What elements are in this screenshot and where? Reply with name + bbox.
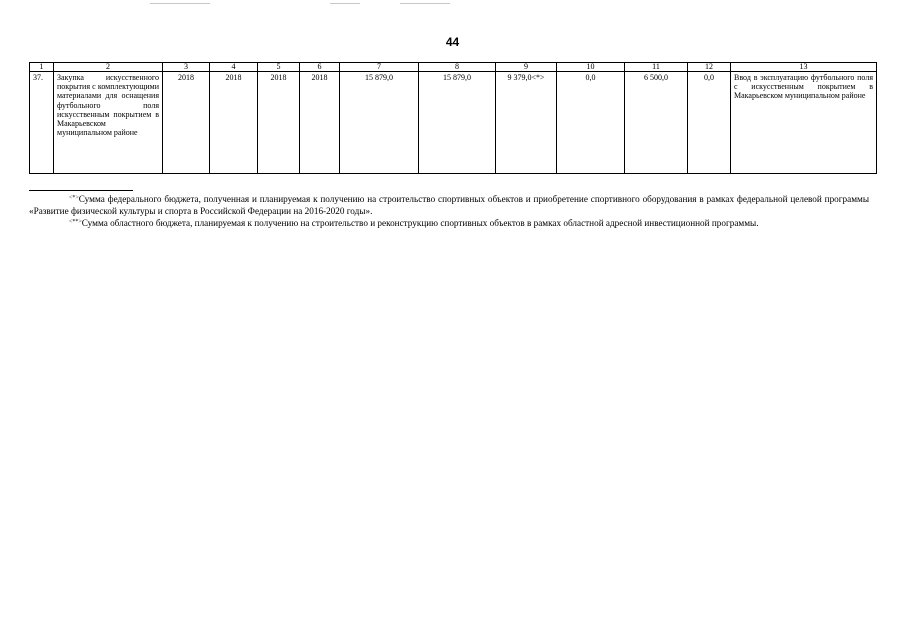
cell-amount: 6 500,0 bbox=[625, 72, 688, 174]
cell-amount: 15 879,0 bbox=[340, 72, 419, 174]
footnotes bbox=[29, 193, 869, 230]
cell-amount: 0,0 bbox=[688, 72, 731, 174]
scan-artifact bbox=[330, 3, 360, 4]
column-number: 8 bbox=[419, 63, 496, 72]
cell-year: 2018 bbox=[258, 72, 300, 174]
column-number-row bbox=[30, 63, 877, 72]
column-number: 13 bbox=[731, 63, 877, 72]
page-number: 44 bbox=[445, 35, 460, 49]
footnote-text: Сумма федерального бюджета, полученная и планируемая к получению на строительство спортивных объектов и приобретение спортивного оборудования в рамках федеральной целевой программы «Развитие физической культуры и спорта в Российской Федерации на 2016-2020 годы». bbox=[29, 194, 869, 216]
column-number: 12 bbox=[688, 63, 731, 72]
footnote bbox=[29, 217, 869, 230]
column-number: 7 bbox=[340, 63, 419, 72]
column-number: 3 bbox=[163, 63, 210, 72]
scan-artifact bbox=[400, 3, 450, 4]
footnote-rule bbox=[29, 190, 133, 191]
program-table bbox=[29, 62, 877, 174]
cell-year: 2018 bbox=[300, 72, 340, 174]
column-number: 11 bbox=[625, 63, 688, 72]
column-number: 9 bbox=[496, 63, 557, 72]
cell-amount: 0,0 bbox=[557, 72, 625, 174]
column-number: 1 bbox=[30, 63, 54, 72]
column-number: 10 bbox=[557, 63, 625, 72]
column-number: 5 bbox=[258, 63, 300, 72]
footnote bbox=[29, 193, 869, 217]
footnote-text: Сумма областного бюджета, планируемая к получению на строительство и реконструкцию спортивных объектов в рамках областной адресной инвестиционной программы. bbox=[81, 218, 759, 228]
column-number: 6 bbox=[300, 63, 340, 72]
cell-year: 2018 bbox=[163, 72, 210, 174]
table-row bbox=[30, 72, 877, 174]
footnote-mark: <**> bbox=[69, 219, 82, 225]
scan-artifact bbox=[150, 3, 210, 4]
expected-result: Ввод в эксплуатацию футбольного поля с искусственным покрытием в Макарьевском муниципальном районе bbox=[731, 72, 877, 174]
row-number: 37. bbox=[30, 72, 54, 174]
column-number: 4 bbox=[210, 63, 258, 72]
footnote-mark: <*> bbox=[69, 195, 79, 201]
cell-amount: 9 379,0<*> bbox=[496, 72, 557, 174]
cell-amount: 15 879,0 bbox=[419, 72, 496, 174]
cell-year: 2018 bbox=[210, 72, 258, 174]
column-number: 2 bbox=[54, 63, 163, 72]
activity-name: Закупка искусственного покрытия с комплектующими материалами для оснащения футбольного поля искусственным покрытием в Макарьевском муниципальном районе bbox=[54, 72, 163, 174]
